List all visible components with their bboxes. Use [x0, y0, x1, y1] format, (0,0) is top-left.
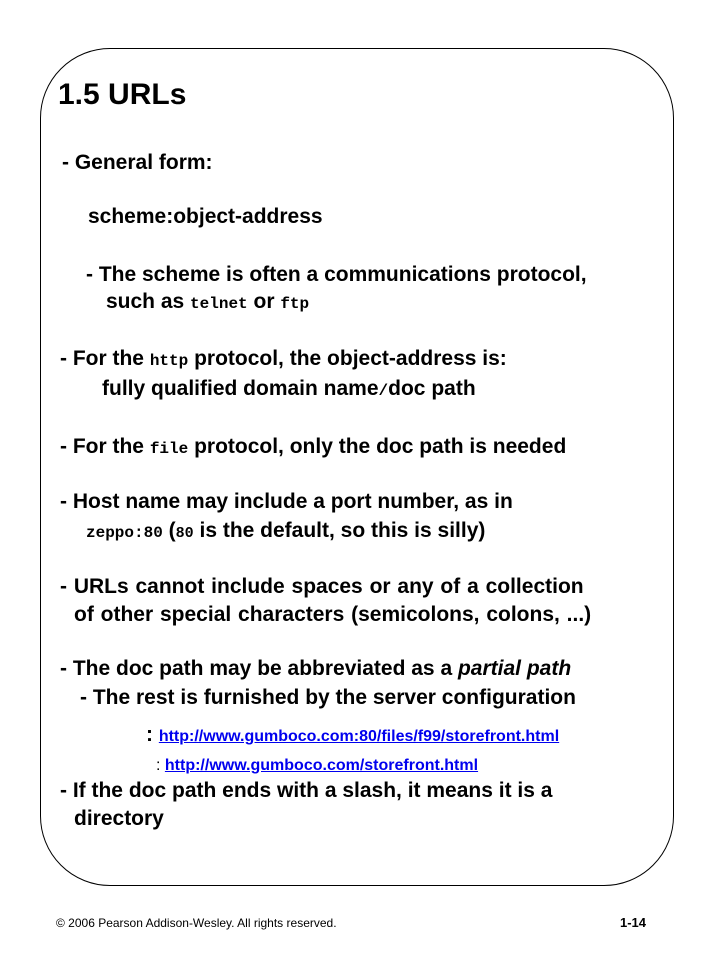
fqdn-line [102, 376, 476, 404]
fqdn-text-a: fully qualified domain name [102, 377, 379, 400]
fqdn-text-b: doc path [388, 377, 476, 400]
or-text: or [247, 290, 281, 313]
urls-line-b: of other special characters (semicolons, colons, ...) [74, 603, 592, 626]
such-as-text: such as [106, 290, 191, 313]
file-code: file [149, 440, 189, 458]
file-text-a: - For the [60, 435, 150, 458]
urls-line-a: - URLs cannot include spaces or any of a collection [60, 575, 584, 598]
file-line [60, 434, 566, 462]
partial-text: - The doc path may be abbreviated as a [60, 657, 458, 680]
scheme-note-line: - The scheme is often a communications protocol, [86, 263, 587, 286]
slash-line-b: directory [74, 807, 164, 830]
general-form-line: - General form: [62, 151, 213, 174]
storefront-link[interactable]: http://www.gumboco.com/storefront.html [164, 757, 479, 774]
partial-path-line [60, 656, 571, 682]
http-text-a: - For the [60, 347, 150, 370]
link1-colon: : [146, 723, 159, 746]
storefront-port-link[interactable]: http://www.gumboco.com:80/files/f99/storefront.html [158, 728, 560, 745]
zeppo-line [86, 518, 485, 547]
link2-line [156, 751, 478, 779]
slash-line-a: - If the doc path ends with a slash, it means it is a [60, 779, 553, 802]
link1-line [146, 722, 559, 750]
fqdn-slash: / [378, 382, 389, 400]
host-line: - Host name may include a port number, as in [60, 490, 513, 513]
ftp-code: ftp [280, 295, 310, 313]
scheme-object-line: scheme:object-address [88, 205, 323, 228]
zeppo-code: zeppo:80 [86, 524, 163, 542]
telnet-code: telnet [190, 295, 248, 313]
slide-title: 1.5 URLs [56, 76, 192, 114]
http-text-b: protocol, the object-address is: [188, 347, 507, 370]
port-80-code: 80 [175, 525, 194, 542]
such-as-line [106, 289, 309, 317]
zeppo-paren: ( [162, 519, 176, 542]
http-code: http [149, 352, 189, 370]
http-line [60, 346, 507, 374]
partial-path-italic: partial path [457, 657, 572, 680]
file-text-b: protocol, only the doc path is needed [188, 435, 567, 458]
zeppo-rest: is the default, so this is silly) [193, 519, 486, 542]
copyright-text: © 2006 Pearson Addison-Wesley. All rights reserved. [56, 916, 337, 930]
rest-line: - The rest is furnished by the server configuration [80, 686, 576, 709]
link2-colon: : [156, 757, 165, 774]
page-number: 1-14 [620, 915, 647, 930]
